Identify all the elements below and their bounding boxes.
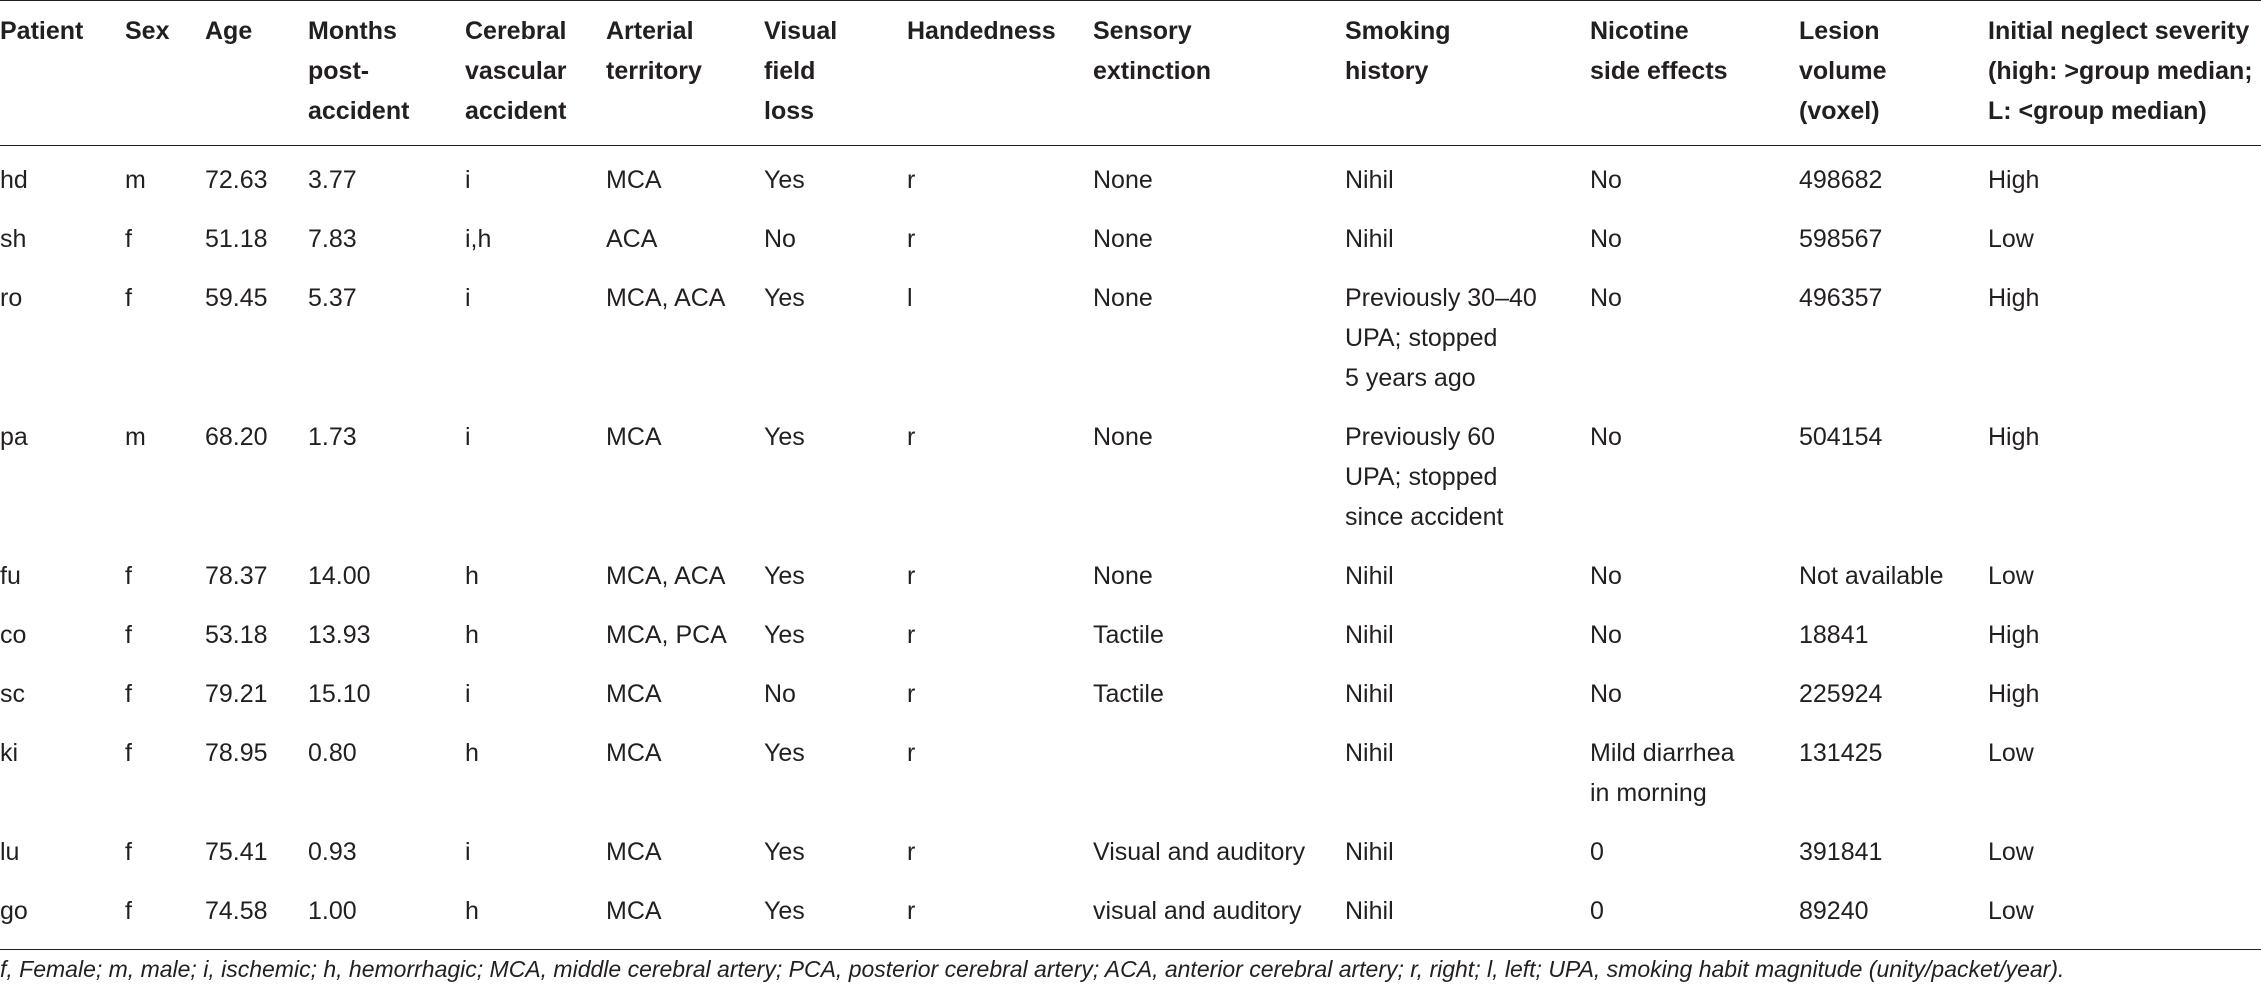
cell-nicotine-side-effects: 0 (1590, 897, 1604, 925)
cell-sex: f (125, 838, 132, 866)
cell-patient: sc (0, 680, 25, 708)
cell-visual-field-loss: Yes (764, 838, 805, 866)
cell-neglect-severity: Low (1988, 838, 2034, 866)
cell-sensory-extinction: None (1093, 562, 1153, 590)
cell-patient: pa (0, 423, 28, 451)
cell-sensory-extinction: Tactile (1093, 621, 1164, 649)
cell-sex: f (125, 680, 132, 708)
cell-months: 3.77 (308, 166, 357, 194)
cell-sensory-extinction: None (1093, 166, 1153, 194)
cell-visual-field-loss: Yes (764, 562, 805, 590)
cell-age: 72.63 (205, 166, 268, 194)
cell-lesion-volume: 496357 (1799, 284, 1883, 312)
cell-nicotine-side-effects: No (1590, 562, 1622, 590)
header-arterial-territory: Arterial territory (606, 17, 702, 85)
cell-lesion-volume: 89240 (1799, 897, 1869, 925)
cell-nicotine-side-effects: No (1590, 423, 1622, 451)
cell-nicotine-side-effects: Mild diarrhea in morning (1590, 739, 1735, 807)
table-row (0, 602, 2261, 661)
header-sex: Sex (125, 17, 170, 45)
cell-handedness: r (907, 897, 916, 925)
cell-territory: MCA (606, 897, 662, 925)
header-months-post-accident: Months post- accident (308, 17, 410, 125)
table-row (0, 404, 2261, 543)
cell-age: 68.20 (205, 423, 268, 451)
cell-sex: f (125, 562, 132, 590)
cell-patient: ki (0, 739, 19, 767)
cell-months: 0.93 (308, 838, 357, 866)
cell-handedness: r (907, 562, 916, 590)
cell-handedness: r (907, 838, 916, 866)
cell-sensory-extinction: Visual and auditory (1093, 838, 1306, 866)
cell-patient: lu (0, 838, 20, 866)
cell-lesion-volume: 391841 (1799, 838, 1883, 866)
cell-sex: f (125, 897, 132, 925)
cell-neglect-severity: Low (1988, 562, 2034, 590)
cell-visual-field-loss: Yes (764, 423, 805, 451)
cell-visual-field-loss: No (764, 225, 796, 253)
cell-cva: i (465, 680, 471, 708)
cell-months: 5.37 (308, 284, 357, 312)
cell-smoking-history: Nihil (1345, 166, 1394, 194)
cell-patient: hd (0, 166, 28, 194)
cell-months: 7.83 (308, 225, 357, 253)
cell-visual-field-loss: Yes (764, 739, 805, 767)
cell-nicotine-side-effects: No (1590, 284, 1622, 312)
cell-nicotine-side-effects: 0 (1590, 838, 1604, 866)
header-age: Age (205, 17, 253, 45)
cell-months: 13.93 (308, 621, 371, 649)
cell-months: 14.00 (308, 562, 371, 590)
cell-cva: i (465, 423, 471, 451)
cell-territory: MCA (606, 166, 662, 194)
cell-sex: m (125, 423, 146, 451)
cell-nicotine-side-effects: No (1590, 680, 1622, 708)
cell-months: 15.10 (308, 680, 371, 708)
cell-sex: f (125, 284, 132, 312)
cell-sex: f (125, 739, 132, 767)
cell-age: 78.37 (205, 562, 268, 590)
cell-sensory-extinction: None (1093, 225, 1153, 253)
cell-handedness: r (907, 680, 916, 708)
cell-cva: h (465, 562, 479, 590)
cell-visual-field-loss: Yes (764, 897, 805, 925)
cell-months: 1.00 (308, 897, 357, 925)
cell-smoking-history: Nihil (1345, 562, 1394, 590)
table-row (0, 146, 2261, 207)
cell-lesion-volume: 598567 (1799, 225, 1883, 253)
header-lesion-volume: Lesion volume (voxel) (1799, 17, 1887, 125)
cell-sex: f (125, 621, 132, 649)
table-row (0, 661, 2261, 720)
cell-neglect-severity: High (1988, 284, 2040, 312)
cell-sensory-extinction (1093, 720, 1345, 819)
table-row (0, 206, 2261, 265)
cell-territory: MCA (606, 423, 662, 451)
table-row (0, 720, 2261, 819)
table-row (0, 543, 2261, 602)
table-row (0, 265, 2261, 404)
header-visual-field-loss: Visual field loss (764, 17, 838, 125)
cell-patient: go (0, 897, 28, 925)
cell-age: 78.95 (205, 739, 268, 767)
cell-smoking-history: Nihil (1345, 621, 1394, 649)
cell-cva: h (465, 621, 479, 649)
cell-months: 0.80 (308, 739, 357, 767)
cell-patient: ro (0, 284, 23, 312)
cell-age: 75.41 (205, 838, 268, 866)
cell-lesion-volume: 225924 (1799, 680, 1883, 708)
cell-cva: h (465, 897, 479, 925)
cell-lesion-volume: 131425 (1799, 739, 1883, 767)
cell-smoking-history: Nihil (1345, 680, 1394, 708)
cell-sensory-extinction: visual and auditory (1093, 897, 1302, 925)
cell-territory: ACA (606, 225, 658, 253)
cell-cva: h (465, 739, 479, 767)
cell-territory: MCA (606, 838, 662, 866)
cell-age: 74.58 (205, 897, 268, 925)
header-patient: Patient (0, 17, 84, 45)
header-handedness: Handedness (907, 17, 1056, 45)
cell-smoking-history: Nihil (1345, 897, 1394, 925)
table-header-row (0, 1, 2261, 146)
cell-handedness: r (907, 225, 916, 253)
cell-territory: MCA, ACA (606, 284, 726, 312)
cell-smoking-history: Nihil (1345, 739, 1394, 767)
cell-territory: MCA, PCA (606, 621, 727, 649)
cell-visual-field-loss: No (764, 680, 796, 708)
cell-neglect-severity: High (1988, 166, 2040, 194)
cell-lesion-volume: 504154 (1799, 423, 1883, 451)
cell-cva: i (465, 166, 471, 194)
cell-lesion-volume: Not available (1799, 562, 1944, 590)
cell-neglect-severity: Low (1988, 897, 2034, 925)
table-footnote: f, Female; m, male; i, ischemic; h, hemorrhagic; MCA, middle cerebral artery; PCA, posterior cerebral artery; ACA, anterior cerebral artery; r, right; l, left; UPA, smoking habit magnitude (unity/packet/year). (0, 956, 2065, 982)
cell-territory: MCA, ACA (606, 562, 726, 590)
cell-patient: co (0, 621, 27, 649)
cell-age: 59.45 (205, 284, 268, 312)
cell-handedness: l (907, 284, 913, 312)
cell-smoking-history: Nihil (1345, 225, 1394, 253)
cell-visual-field-loss: Yes (764, 166, 805, 194)
cell-visual-field-loss: Yes (764, 621, 805, 649)
header-initial-neglect-severity: Initial neglect severity (high: >group median; L: <group median) (1988, 17, 2253, 125)
cell-lesion-volume: 18841 (1799, 621, 1869, 649)
cell-territory: MCA (606, 739, 662, 767)
header-smoking-history: Smoking history (1345, 17, 1451, 85)
table-row (0, 878, 2261, 950)
cell-neglect-severity: Low (1988, 225, 2034, 253)
header-cerebral-vascular-accident: Cerebral vascular accident (465, 17, 567, 125)
header-nicotine-side-effects: Nicotine side effects (1590, 17, 1728, 85)
cell-sensory-extinction: Tactile (1093, 680, 1164, 708)
cell-patient: fu (0, 562, 21, 590)
cell-age: 51.18 (205, 225, 268, 253)
cell-nicotine-side-effects: No (1590, 621, 1622, 649)
cell-sensory-extinction: None (1093, 423, 1153, 451)
cell-smoking-history: Previously 60 UPA; stopped since accident (1345, 423, 1504, 531)
cell-visual-field-loss: Yes (764, 284, 805, 312)
cell-neglect-severity: Low (1988, 739, 2034, 767)
cell-months: 1.73 (308, 423, 357, 451)
cell-sex: f (125, 225, 132, 253)
cell-cva: i (465, 838, 471, 866)
cell-handedness: r (907, 739, 916, 767)
cell-territory: MCA (606, 680, 662, 708)
cell-handedness: r (907, 621, 916, 649)
cell-cva: i (465, 284, 471, 312)
table-row (0, 819, 2261, 878)
cell-sensory-extinction: None (1093, 284, 1153, 312)
cell-nicotine-side-effects: No (1590, 225, 1622, 253)
cell-nicotine-side-effects: No (1590, 166, 1622, 194)
cell-handedness: r (907, 423, 916, 451)
cell-lesion-volume: 498682 (1799, 166, 1883, 194)
cell-age: 79.21 (205, 680, 268, 708)
cell-patient: sh (0, 225, 27, 253)
header-sensory-extinction: Sensory extinction (1093, 17, 1212, 85)
cell-smoking-history: Nihil (1345, 838, 1394, 866)
cell-smoking-history: Previously 30–40 UPA; stopped 5 years ago (1345, 284, 1537, 392)
cell-sex: m (125, 166, 146, 194)
cell-age: 53.18 (205, 621, 268, 649)
cell-neglect-severity: High (1988, 423, 2040, 451)
cell-neglect-severity: High (1988, 621, 2040, 649)
cell-handedness: r (907, 166, 916, 194)
cell-neglect-severity: High (1988, 680, 2040, 708)
cell-cva: i,h (465, 225, 492, 253)
